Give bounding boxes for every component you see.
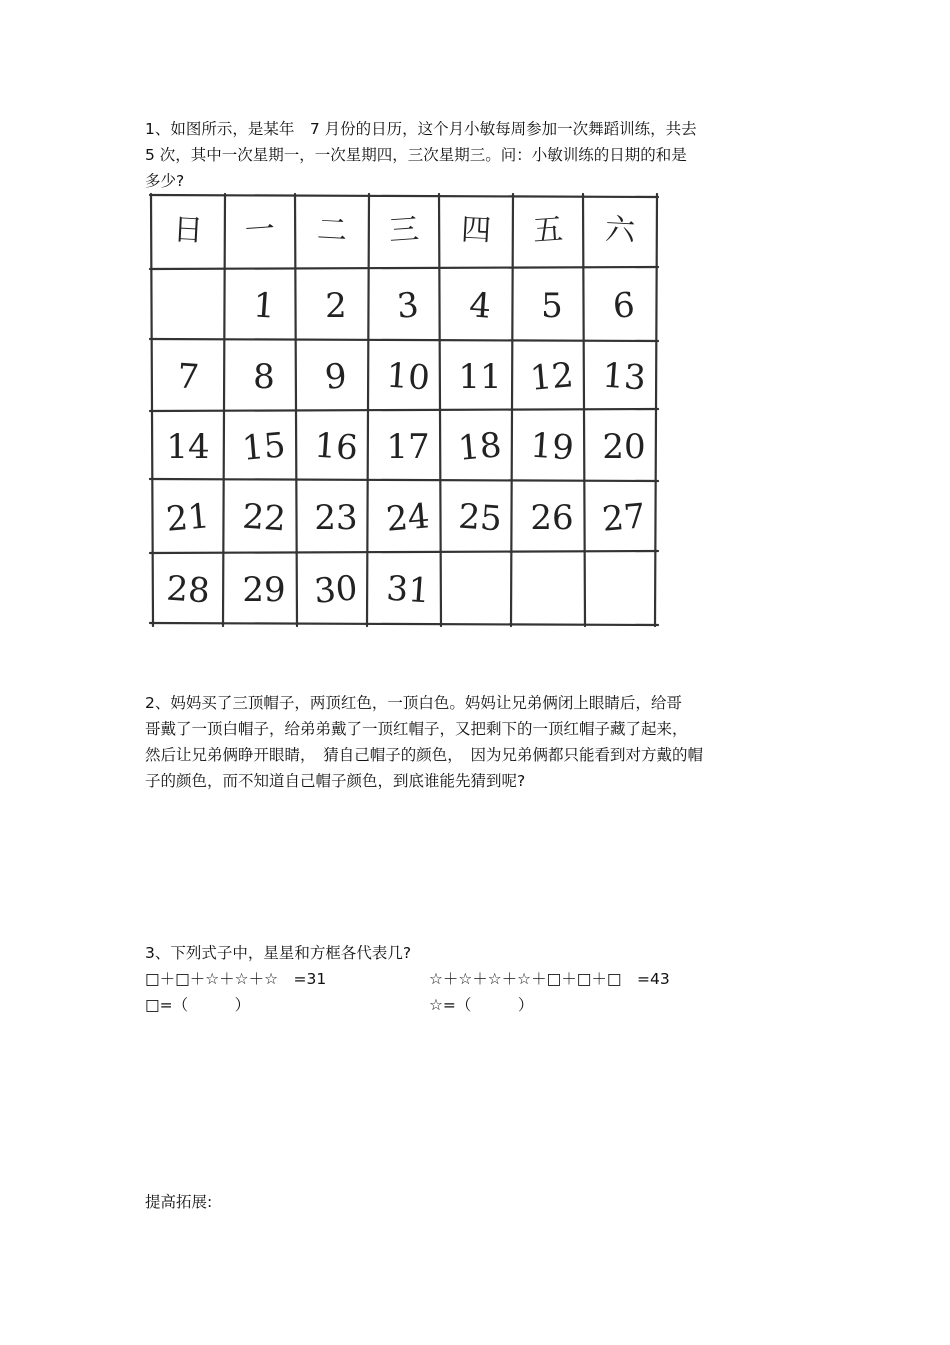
calendar-day: 22 (241, 496, 288, 540)
answer-square: □=（ ） (145, 996, 251, 1014)
question-2-line: 子的颜色，而不知道自己帽子颜色，到底谁能先猜到呢? (145, 772, 526, 790)
weekday-header: 一 (243, 211, 277, 250)
grid-col-line (223, 194, 225, 626)
weekday-header: 四 (460, 212, 492, 249)
grid-col-line (367, 194, 369, 626)
grid-row-line (150, 267, 658, 269)
question-2-line: 哥戴了一顶白帽子，给弟弟戴了一顶红帽子，又把剩下的一顶红帽子藏了起来， (145, 720, 688, 738)
calendar-day: 11 (458, 357, 502, 397)
calendar-grid (148, 192, 662, 632)
grid-col-line (583, 194, 585, 626)
calendar-day: 1 (251, 285, 277, 327)
grid-row-line (150, 551, 658, 553)
calendar-day: 12 (528, 355, 576, 399)
calendar-day: 31 (385, 568, 432, 612)
equation-row (145, 966, 805, 992)
question-3 (145, 940, 805, 1018)
grid-col-line (151, 194, 153, 626)
question-1-line: 1、如图所示，是某年 7 月份的日历，这个月小敏每周参加一次舞蹈训练，共去 (145, 120, 697, 138)
calendar-day: 23 (314, 498, 358, 538)
calendar-day: 8 (253, 357, 275, 397)
grid-col-line (511, 194, 513, 626)
calendar-day: 3 (395, 285, 421, 327)
weekday-header: 日 (172, 212, 204, 249)
calendar-day: 6 (611, 285, 637, 327)
answer-star: ☆=（ ） (429, 996, 534, 1014)
calendar-day: 2 (325, 286, 347, 326)
question-3-title: 3、下列式子中，星星和方框各代表几? (145, 944, 412, 962)
extension-heading: 提高拓展: (145, 1193, 213, 1211)
question-2 (145, 690, 805, 794)
calendar-day: 13 (601, 355, 648, 399)
calendar-day: 16 (313, 425, 360, 469)
grid-row-line (150, 195, 658, 197)
calendar-day: 15 (240, 425, 288, 469)
calendar-day: 10 (385, 355, 432, 399)
calendar-day: 18 (456, 425, 504, 469)
question-2-line: 2、妈妈买了三顶帽子，两顶红色，一顶白色。妈妈让兄弟俩闭上眼睛后，给哥 (145, 694, 682, 712)
question-1-line: 5 次，其中一次星期一，一次星期四，三次星期三。问：小敏训练的日期的和是 (145, 146, 687, 164)
answer-row (145, 992, 805, 1018)
calendar-day: 27 (600, 496, 648, 540)
grid-row-line (150, 339, 658, 341)
calendar-day: 26 (530, 498, 574, 538)
calendar-day: 14 (166, 427, 210, 467)
calendar-day: 7 (175, 356, 201, 398)
grid-col-line (295, 194, 297, 626)
weekday-header: 五 (531, 211, 565, 250)
question-2-line: 然后让兄弟俩睁开眼睛， 猜自己帽子的颜色， 因为兄弟俩都只能看到对方戴的帽 (145, 746, 704, 764)
question-1-line: 多少? (145, 172, 185, 190)
weekday-header: 二 (316, 212, 348, 249)
equation-2: ☆＋☆＋☆＋☆＋□＋□＋□ =43 (429, 970, 670, 988)
equation-1: □＋□＋☆＋☆＋☆ =31 (145, 970, 327, 988)
calendar-day: 4 (467, 285, 493, 327)
question-1 (145, 116, 805, 194)
weekday-header: 六 (604, 212, 636, 249)
calendar-day: 29 (242, 570, 286, 610)
calendar-day: 24 (384, 496, 432, 540)
calendar-day: 28 (165, 568, 212, 612)
calendar-day: 20 (602, 427, 646, 467)
calendar-day: 19 (529, 425, 576, 469)
grid-row-line (150, 409, 658, 411)
calendar-day: 21 (164, 496, 212, 540)
calendar-day: 25 (457, 496, 504, 540)
grid-row-line (150, 623, 658, 625)
grid-row-line (150, 479, 658, 481)
weekday-header: 三 (387, 211, 421, 250)
grid-col-line (439, 194, 441, 626)
calendar-day: 30 (312, 568, 360, 612)
calendar-day: 5 (541, 286, 563, 326)
calendar-day: 9 (323, 356, 349, 398)
calendar-day: 17 (386, 427, 430, 467)
grid-col-line (655, 194, 657, 626)
